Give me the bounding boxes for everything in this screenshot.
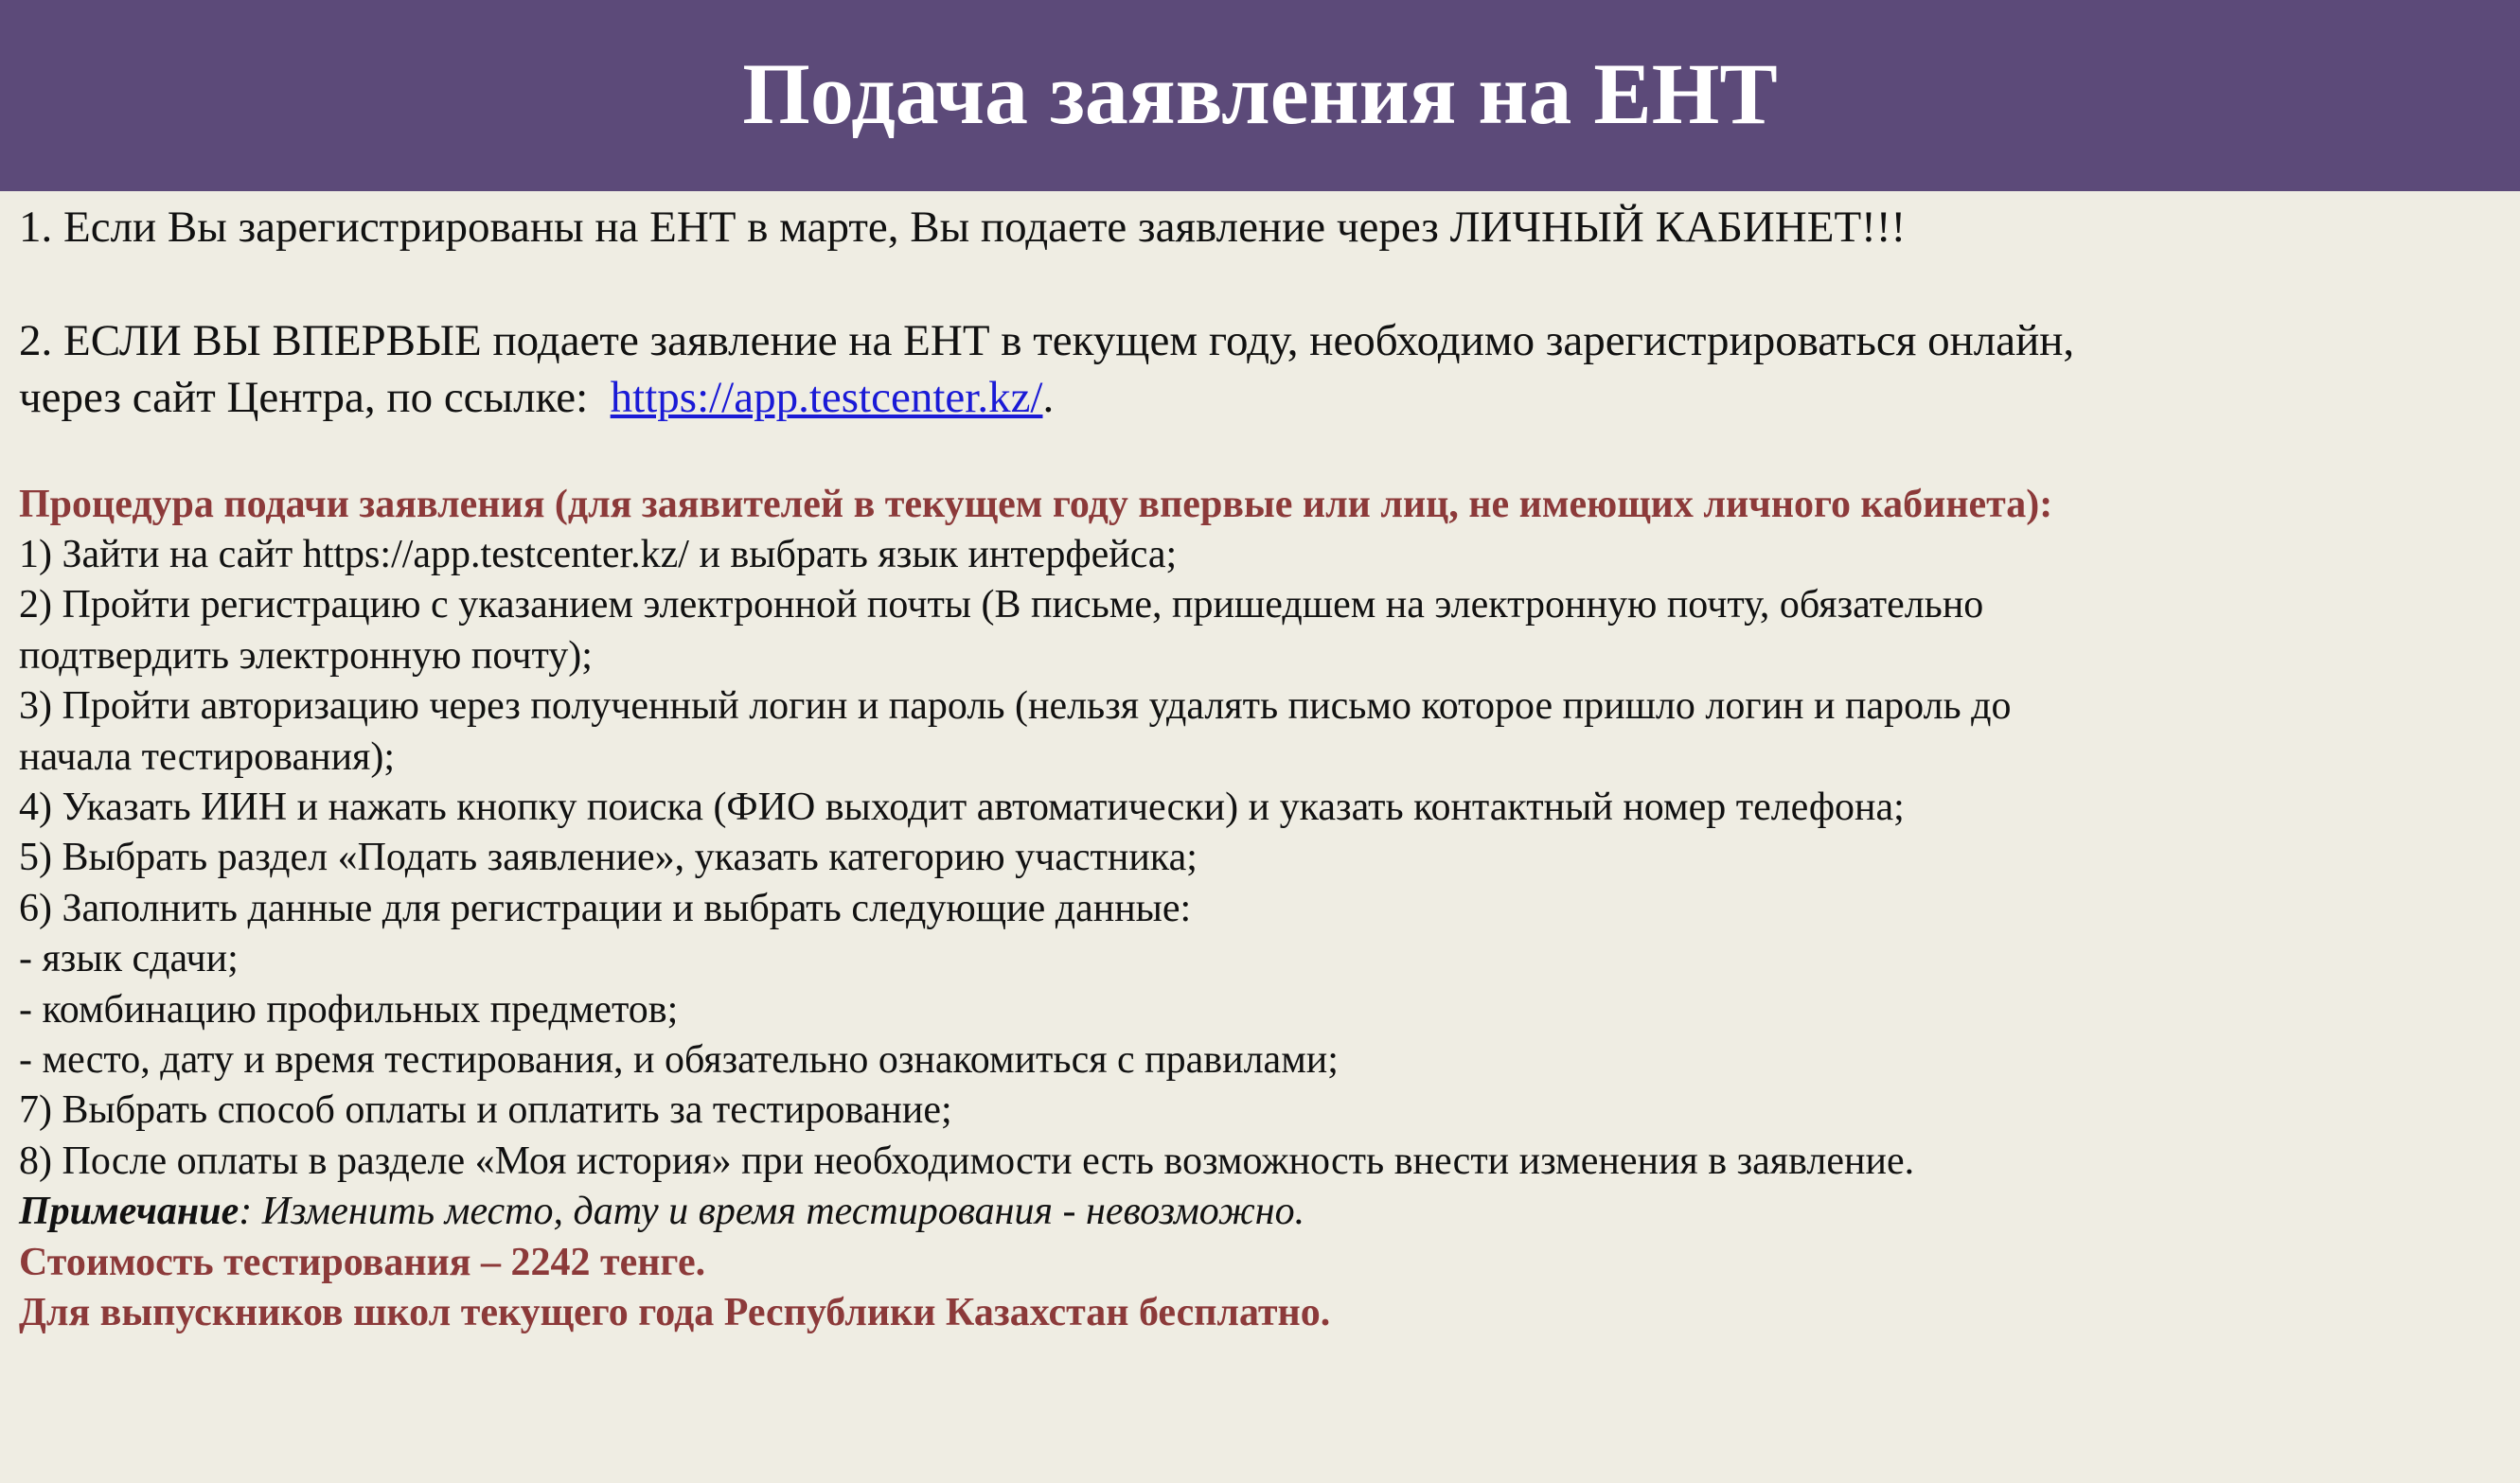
- intro-paragraph-1: 1. Если Вы зарегистрированы на ЕНТ в марте, Вы подаете заявление через ЛИЧНЫЙ КАБИНЕТ!!!: [19, 203, 1907, 252]
- note-label: Примечание: [19, 1190, 240, 1234]
- intro-paragraph-2-suffix: .: [1042, 373, 1055, 422]
- procedure-line: 5) Выбрать раздел «Подать заявление», указать категорию участника;: [19, 836, 1198, 880]
- testcenter-link[interactable]: https://app.testcenter.kz/: [610, 373, 1043, 422]
- procedure-line: 6) Заполнить данные для регистрации и выбрать следующие данные:: [19, 886, 1192, 930]
- procedure-steps: [19, 530, 2499, 1339]
- procedure-line: начала тестирования);: [19, 734, 396, 779]
- procedure-title: Процедура подачи заявления (для заявителей в текущем году впервые или лиц, не имеющих личного кабинета):: [19, 483, 2053, 526]
- content-area: [19, 199, 2499, 1339]
- procedure-line: - язык сдачи;: [19, 937, 239, 981]
- note-text: : Изменить место, дату и время тестирования - невозможно.: [239, 1190, 1305, 1234]
- intro-paragraph-2-line-2: [19, 369, 2499, 426]
- procedure-line: 8) После оплаты в разделе «Моя история» при необходимости есть возможность внести изменения в заявление.: [19, 1139, 1915, 1183]
- procedure-line: - комбинацию профильных предметов;: [19, 987, 679, 1032]
- procedure-line: 4) Указать ИИН и нажать кнопку поиска (ФИО выходит автоматически) и указать контактный номер телефона;: [19, 786, 1905, 830]
- procedure-line: 3) Пройти авторизацию через полученный логин и пароль (нельзя удалять письмо которое пришло логин и пароль до: [19, 684, 2012, 729]
- intro-paragraph-2-line-1: 2. ЕСЛИ ВЫ ВПЕРВЫЕ подаете заявление на ЕНТ в текущем году, необходимо зарегистрироваться онлайн,: [19, 316, 2075, 365]
- intro-paragraph-2: [19, 312, 2499, 426]
- procedure-line: 1) Зайти на сайт https://app.testcenter.kz/ и выбрать язык интерфейса;: [19, 533, 1178, 576]
- title-banner: [0, 0, 2520, 191]
- procedure-line: 7) Выбрать способ оплаты и оплатить за тестирование;: [19, 1088, 952, 1133]
- procedure-line: подтвердить электронную почту);: [19, 633, 593, 678]
- free-line: Для выпускников школ текущего года Республики Казахстан бесплатно.: [19, 1291, 1331, 1335]
- procedure-line: - место, дату и время тестирования, и обязательно ознакомиться с правилами;: [19, 1038, 1339, 1083]
- intro-paragraph-2-prefix: через сайт Центра, по ссылке:: [19, 373, 589, 422]
- note-line: [19, 1187, 2499, 1237]
- page-title: Подача заявления на ЕНТ: [742, 45, 1778, 142]
- cost-line: Стоимость тестирования – 2242 тенге.: [19, 1240, 706, 1284]
- procedure-line: 2) Пройти регистрацию с указанием электронной почты (В письме, пришедшем на электронную почту, обязательно: [19, 583, 1984, 627]
